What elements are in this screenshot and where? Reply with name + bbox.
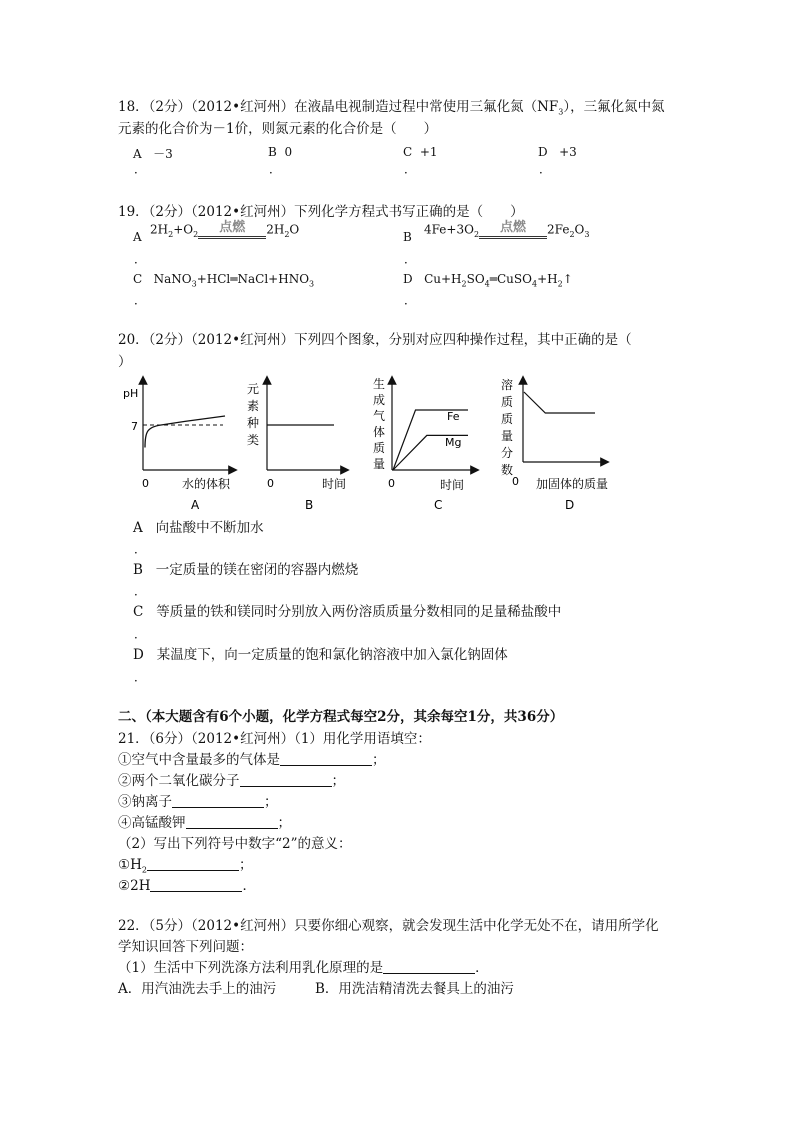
q22-blank-1[interactable] [383, 959, 475, 974]
q19-option-a-letter[interactable]: A [133, 230, 142, 244]
graph-d [501, 377, 608, 512]
graph-c-ylabel: 生 成 气 体 质 量 [373, 377, 386, 471]
q22-part1: （1）生活中下列洗涤方法利用乳化原理的是 ． [118, 960, 489, 976]
q22-line1: 22．（5分）（2012•红河州）只要你细心观察，就会发现生活中化学无处不在，请用所学化 [118, 918, 659, 934]
q21-part2: （2）写出下列符号中数字“2”的意义： [118, 836, 352, 852]
dot: ． [134, 293, 147, 307]
q21-item-4: ④高锰酸钾 ； [118, 815, 291, 831]
dot: ． [404, 162, 417, 176]
graph-b-title: B [305, 498, 314, 512]
q22-option-b[interactable]: B．用洗洁精清洗去餐具上的油污 [315, 981, 514, 997]
q19-option-b-letter[interactable]: B [403, 230, 412, 244]
q18-option-b[interactable]: B 0 [268, 145, 293, 159]
q20-option-d[interactable]: D 某温度下，向一定质量的饱和氯化钠溶液中加入氯化钠固体 [133, 647, 508, 663]
q20-graphs [115, 372, 625, 517]
graph-c [373, 376, 475, 512]
graph-a [123, 380, 233, 512]
graph-d-title: D [565, 498, 575, 512]
q22-option-a[interactable]: A．用汽油洗去手上的油污 [118, 981, 277, 997]
q19-option-d[interactable]: D $Cu+H_2SO_4═CuSO_4+H_2↑$ [403, 272, 573, 289]
section2-heading: 二、（本大题含有6个小题，化学方程式每空2分，其余每空1分，共36分） [118, 709, 564, 725]
graph-b-origin: 0 [267, 477, 274, 490]
q22-line2: 学知识回答下列问题： [118, 939, 253, 955]
graph-a-xlabel: 水的体积 [182, 477, 231, 491]
q19-option-c[interactable]: C $NaNO_3+HCl═NaCl+HNO_3$ [133, 272, 315, 289]
graph-b [247, 380, 346, 512]
q20-stem: 20．（2分）（2012•红河州）下列四个图象，分别对应四种操作过程，其中正确的是（ [118, 332, 632, 348]
q21-blank-4[interactable] [186, 814, 278, 829]
reaction-arrow: 点燃 [198, 221, 266, 239]
q18-line2: 元素的化合价为－1价，则氮元素的化合价是（ ） [118, 121, 438, 137]
dot: ． [134, 542, 147, 556]
reaction-arrow: 点燃 [479, 221, 547, 239]
dot: ． [269, 162, 282, 176]
graph-d-line [524, 392, 595, 413]
q21-blank-6[interactable] [150, 877, 242, 892]
graph-d-xlabel: 加固体的质量 [536, 477, 609, 491]
q21-item-3: ③钠离子 ； [118, 794, 278, 810]
graph-c-xlabel: 时间 [440, 478, 465, 492]
q21-item-2: ②两个二氧化碳分子 ； [118, 773, 345, 789]
dot: ． [134, 162, 147, 176]
graph-a-origin: 0 [142, 477, 149, 490]
graph-a-title: A [191, 498, 200, 512]
q19-option-b-equation[interactable]: $4Fe+3O_2$ 点燃 $2Fe_2O_3$ [424, 220, 590, 239]
q19-stem: 19．（2分）（2012•红河州）下列化学方程式书写正确的是（ ） [118, 204, 524, 220]
graph-d-origin: 0 [512, 475, 519, 488]
q20-option-a[interactable]: A 向盐酸中不断加水 [133, 520, 264, 536]
q18-line1: 18．（2分）（2012•红河州）在液晶电视制造过程中常使用三氟化氮$(NF_3)$，三氟化氮中氮 [118, 99, 665, 117]
graph-a-ref-label: 7 [131, 420, 138, 433]
dot: ． [539, 162, 552, 176]
dot: ． [404, 293, 417, 307]
q21-blank-1[interactable] [280, 751, 372, 766]
q20-stem-end: ） [118, 354, 132, 370]
q18-option-a[interactable]: A －3 [133, 147, 173, 161]
dot: ． [134, 252, 147, 266]
q21-item2-2: ②2H ． [118, 878, 256, 894]
q21-blank-3[interactable] [172, 793, 264, 808]
q21-item-1: ①空气中含量最多的气体是 ； [118, 752, 386, 768]
q20-option-c[interactable]: C 等质量的铁和镁同时分别放入两份溶质质量分数相同的足量稀盐酸中 [133, 604, 562, 620]
graph-a-ylabel: pH [123, 387, 139, 400]
graph-c-origin: 0 [388, 477, 395, 490]
graph-a-curve [145, 416, 225, 448]
q18-option-c[interactable]: C +1 [403, 145, 438, 159]
graph-c-title: C [434, 498, 443, 512]
q21-blank-2[interactable] [240, 772, 332, 787]
dot: ． [134, 627, 147, 641]
q20-option-b[interactable]: B 一定质量的镁在密闭的容器内燃烧 [133, 562, 359, 578]
dot: ． [404, 252, 417, 266]
q19-option-a-equation[interactable]: $2H_2+O_2$ 点燃 $2H_2O$ [150, 220, 300, 239]
q18-option-d[interactable]: D +3 [538, 145, 577, 159]
graph-b-ylabel: 元 素 种 类 [247, 382, 260, 447]
dot: ． [134, 670, 147, 684]
q21-blank-5[interactable] [147, 856, 239, 871]
q21-item2-1: $①H_2$ ； [118, 857, 253, 875]
dot: ． [134, 584, 147, 598]
graph-b-xlabel: 时间 [322, 477, 347, 491]
q21-stem: 21．（6分）（2012•红河州）（1）用化学用语填空： [118, 731, 431, 747]
graph-c-fe-label: Fe [447, 410, 460, 423]
graph-d-ylabel: 溶 质 质 量 分 数 [501, 378, 514, 477]
graph-c-mg-label: Mg [445, 436, 462, 449]
